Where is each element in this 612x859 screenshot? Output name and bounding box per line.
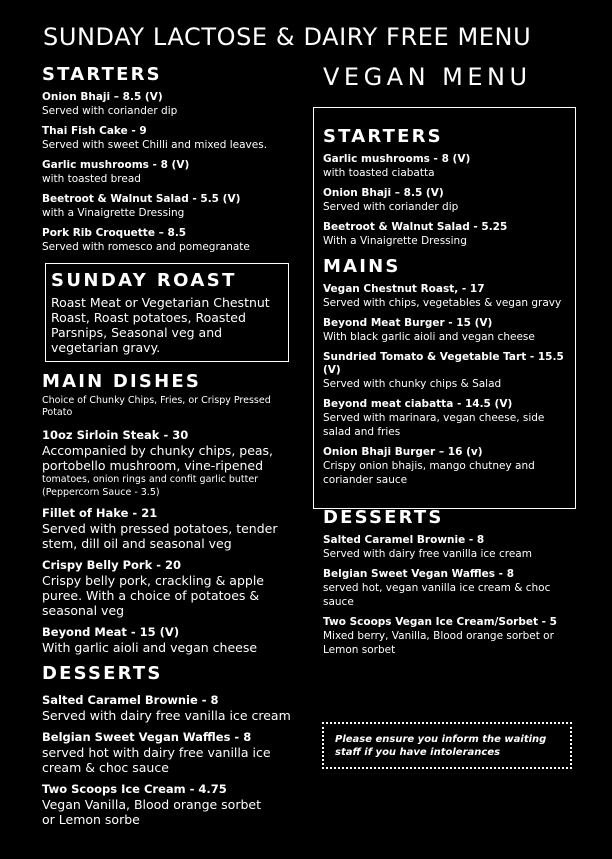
- item-name: Crispy Belly Pork - 20: [42, 558, 182, 572]
- item-name: Beetroot & Walnut Salad - 5.25: [323, 221, 508, 233]
- menu-item: [42, 159, 292, 186]
- vegan-desserts-heading: DESSERTS: [323, 507, 444, 528]
- item-name: Belgian Sweet Vegan Waffles - 8: [42, 730, 252, 744]
- menu-item: [323, 446, 573, 487]
- item-name: Salted Caramel Brownie - 8: [323, 534, 485, 546]
- item-name: Beyond Meat - 15 (V): [42, 625, 180, 639]
- item-name: Fillet of Hake - 21: [42, 506, 158, 520]
- item-desc: Served with chunky chips & Salad: [323, 378, 502, 390]
- menu-item: [323, 187, 573, 214]
- menu-item: [323, 283, 573, 310]
- right-column: [323, 126, 573, 657]
- vegan-mains-heading: MAINS: [323, 256, 401, 277]
- item-desc: Served with dairy free vanilla ice cream: [42, 708, 291, 723]
- menu-item: [323, 398, 573, 439]
- item-desc: Vegan Vanilla, Blood orange sorbet or Lemon sorbe: [42, 797, 261, 827]
- item-name: Onion Bhaji Burger – 16 (v): [323, 446, 483, 458]
- menu-title: SUNDAY LACTOSE & DAIRY FREE MENU: [43, 23, 532, 51]
- item-desc: Crispy belly pork, crackling & apple puree. With a choice of potatoes & seasonal veg: [42, 573, 264, 618]
- item-name: Onion Bhaji – 8.5 (V): [323, 187, 444, 199]
- item-desc: with a Vinaigrette Dressing: [42, 207, 185, 219]
- item-desc: Served with coriander dip: [42, 105, 178, 117]
- intolerance-notice: Please ensure you inform the waiting staff if you have intolerances: [322, 722, 572, 769]
- item-desc: Mixed berry, Vanilla, Blood orange sorbet or Lemon sorbet: [323, 630, 554, 656]
- sunday-roast-desc: Roast Meat or Vegetarian Chestnut Roast, Roast potatoes, Roasted Parsnips, Seasonal veg and vegetarian gravy.: [51, 295, 270, 355]
- item-desc: Served with dairy free vanilla ice cream: [323, 548, 532, 560]
- item-desc: With black garlic aioli and vegan cheese: [323, 331, 535, 343]
- sunday-roast-box: [45, 263, 289, 362]
- vegan-starters-heading: STARTERS: [323, 126, 443, 147]
- item-desc: with toasted bread: [42, 173, 141, 185]
- menu-item: [42, 193, 292, 220]
- item-name: Garlic mushrooms - 8 (V): [42, 159, 190, 171]
- item-desc: with toasted ciabatta: [323, 167, 435, 179]
- item-name: Sundried Tomato & Vegetable Tart - 15.5 (V): [323, 351, 564, 376]
- menu-item: [42, 625, 292, 655]
- item-name: Beyond Meat Burger - 15 (V): [323, 317, 493, 329]
- item-desc-small: tomatoes, onion rings and confit garlic butter (Peppercorn Sauce - 3.5): [42, 474, 259, 498]
- item-desc: With garlic aioli and vegan cheese: [42, 640, 258, 655]
- item-desc: Accompanied by chunky chips, peas, portobello mushroom, vine-ripened: [42, 443, 274, 473]
- item-desc: Served with romesco and pomegranate: [42, 241, 250, 253]
- item-name: Onion Bhaji – 8.5 (V): [42, 91, 163, 103]
- vegan-menu-title: VEGAN MENU: [323, 63, 532, 91]
- item-name: Thai Fish Cake - 9: [42, 125, 147, 137]
- item-desc: Served with chips, vegetables & vegan gravy: [323, 297, 562, 309]
- item-desc: With a Vinaigrette Dressing: [323, 235, 467, 247]
- sunday-roast-heading: SUNDAY ROAST: [51, 270, 237, 291]
- item-desc: Served with coriander dip: [323, 201, 459, 213]
- item-name: Salted Caramel Brownie - 8: [42, 693, 219, 707]
- main-dishes-subtitle: Choice of Chunky Chips, Fries, or Crispy Pressed Potato: [42, 395, 271, 418]
- item-name: Pork Rib Croquette – 8.5: [42, 227, 187, 239]
- menu-item: [42, 782, 292, 827]
- menu-item: [42, 227, 292, 254]
- item-name: Garlic mushrooms - 8 (V): [323, 153, 471, 165]
- main-dishes-heading: MAIN DISHES: [42, 371, 201, 392]
- item-desc: served hot with dairy free vanilla ice cream & choc sauce: [42, 745, 271, 775]
- item-name: Two Scoops Ice Cream - 4.75: [42, 782, 227, 796]
- item-name: Beetroot & Walnut Salad - 5.5 (V): [42, 193, 241, 205]
- menu-item: [323, 221, 573, 248]
- menu-item: [42, 91, 292, 118]
- item-name: Beyond meat ciabatta - 14.5 (V): [323, 398, 513, 410]
- item-name: Belgian Sweet Vegan Waffles - 8: [323, 568, 514, 580]
- menu-item: [323, 351, 573, 391]
- menu-item: [42, 506, 292, 551]
- item-name: Vegan Chestnut Roast, - 17: [323, 283, 485, 295]
- item-name: 10oz Sirloin Steak - 30: [42, 428, 189, 442]
- left-column: [42, 64, 292, 827]
- menu-item: [323, 153, 573, 180]
- menu-item: [42, 693, 292, 723]
- item-name: Two Scoops Vegan Ice Cream/Sorbet - 5: [323, 616, 557, 628]
- menu-item: [42, 730, 292, 775]
- menu-item: [42, 125, 292, 152]
- menu-item: [323, 534, 573, 561]
- item-desc: Served with marinara, vegan cheese, side salad and fries: [323, 412, 545, 438]
- menu-item: [42, 558, 292, 618]
- desserts-heading: DESSERTS: [42, 663, 163, 684]
- starters-heading: STARTERS: [42, 64, 162, 85]
- menu-item: [323, 317, 573, 344]
- item-desc: Served with sweet Chilli and mixed leaves.: [42, 139, 268, 151]
- item-desc: Served with pressed potatoes, tender stem, dill oil and seasonal veg: [42, 521, 278, 551]
- item-desc: Crispy onion bhajis, mango chutney and coriander sauce: [323, 460, 535, 486]
- menu-item: [323, 616, 573, 657]
- menu-item: [323, 568, 573, 609]
- menu-item: [42, 428, 292, 499]
- item-desc: served hot, vegan vanilla ice cream & choc sauce: [323, 582, 551, 608]
